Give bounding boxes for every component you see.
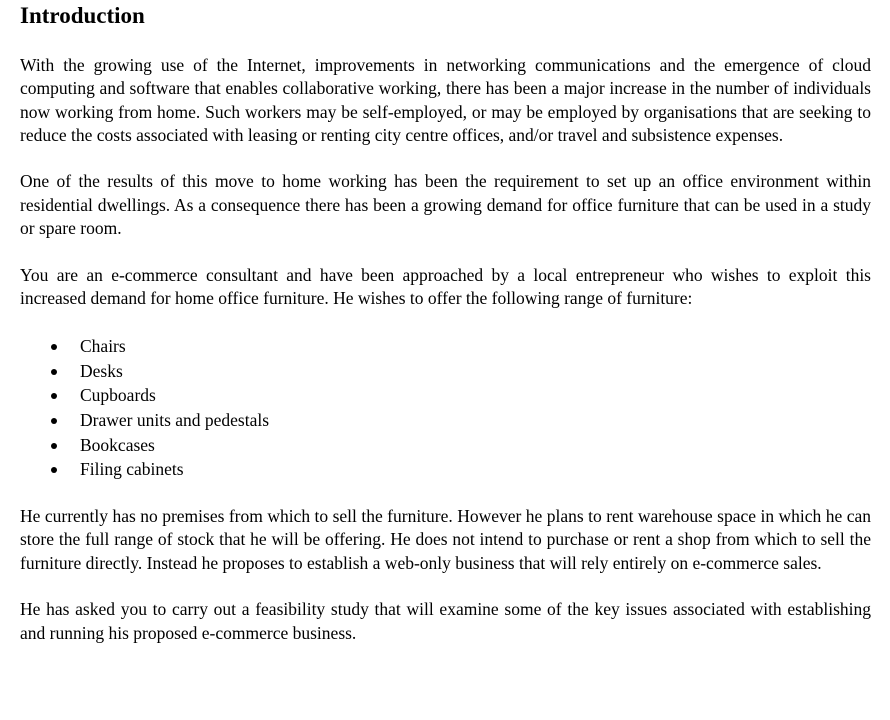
bullet-icon [51,418,57,424]
list-item [20,408,871,433]
list-item [20,334,871,359]
paragraph-business-plan: He currently has no premises from which to sell the furniture. However he plans to rent warehouse space in which he can store the full range of stock that he will be offering. He does not intend to purchase or rent a shop from which to sell the furniture directly. Instead he proposes to establish a web-only business that will rely entirely on e-commerce sales. [20,506,871,573]
section-heading: Introduction [20,3,145,28]
list-item-label: Drawer units and pedestals [80,410,270,431]
list-item-label: Bookcases [80,434,155,455]
paragraph-home-working-growth: With the growing use of the Internet, improvements in networking communications and the emergence of cloud computing and software that enables collaborative working, there has been a major increase in the number of individuals now working from home. Such workers may be self-employed, or may be employed by organisations that are seeking to reduce the costs associated with leasing or renting city centre offices, and/or travel and subsistence expenses. [20,55,871,145]
bullet-icon [51,467,57,473]
bullet-icon [51,369,57,375]
bullet-icon [51,393,57,399]
furniture-list [20,334,871,482]
list-item-label: Chairs [80,336,126,357]
paragraph-feasibility-request: He has asked you to carry out a feasibility study that will examine some of the key issues associated with establishing and running his proposed e-commerce business. [20,599,871,643]
document-page [20,0,871,645]
list-item [20,359,871,384]
list-item-label: Desks [80,360,123,381]
list-item [20,457,871,482]
list-item-label: Filing cabinets [80,459,184,480]
bullet-icon [51,443,57,449]
paragraph-consultant-brief: You are an e-commerce consultant and have been approached by a local entrepreneur who wishes to exploit this increased demand for home office furniture. He wishes to offer the following range of furniture: [20,264,871,308]
list-item [20,383,871,408]
bullet-icon [51,344,57,350]
list-item [20,433,871,458]
paragraph-office-demand: One of the results of this move to home working has been the requirement to set up an office environment within residential dwellings. As a consequence there has been a growing demand for office furniture that can be used in a study or spare room. [20,171,871,239]
list-item-label: Cupboards [80,385,156,406]
